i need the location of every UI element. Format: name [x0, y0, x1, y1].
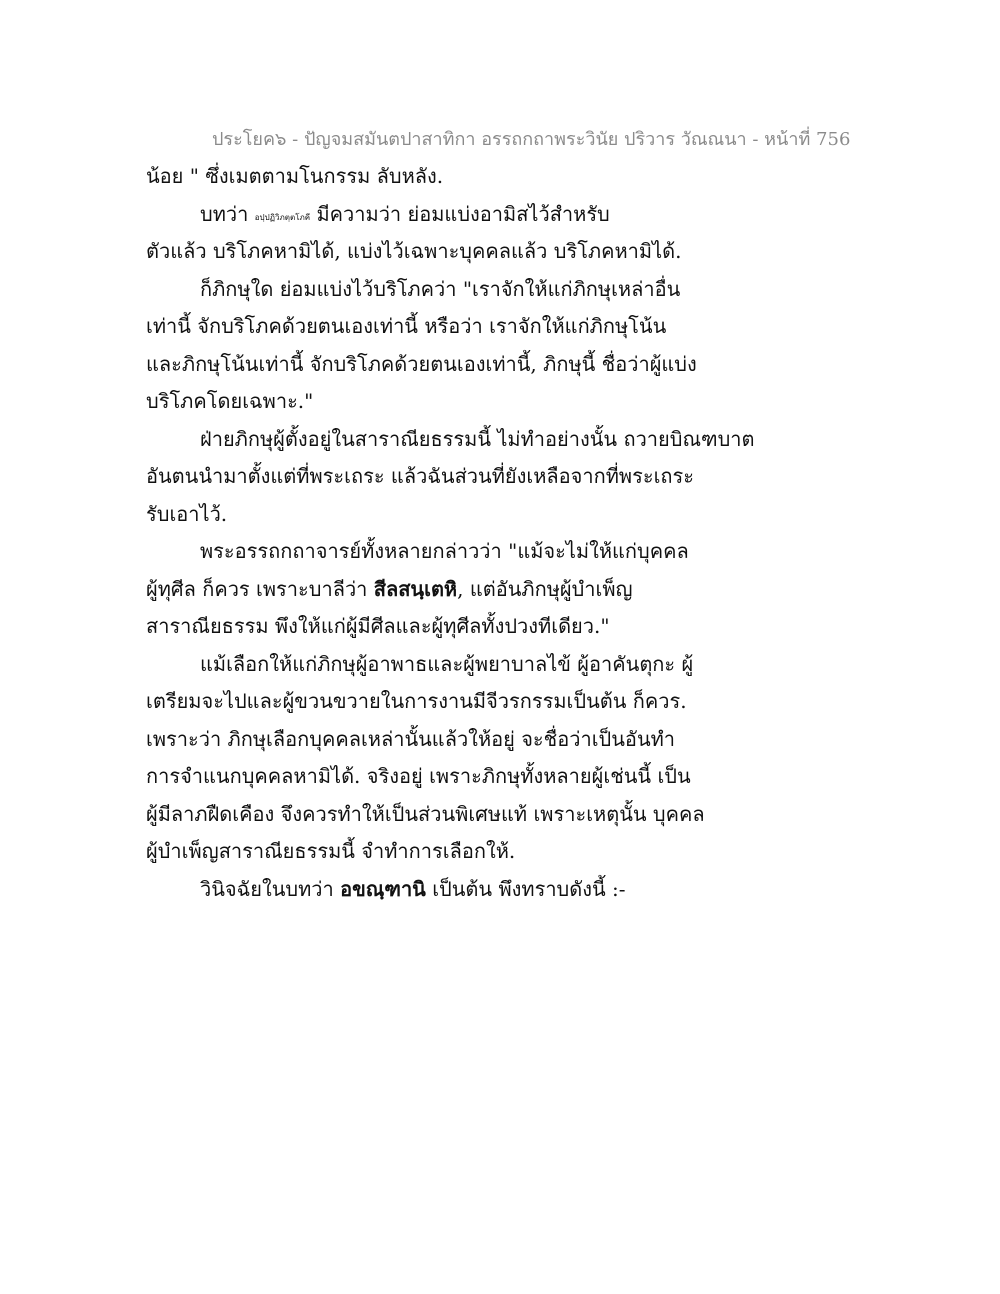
- text-line: พระอรรถกถาจารย์ทั้งหลายกล่าวว่า "แม้จะไม่ให้แก่บุคคล: [200, 539, 689, 563]
- text-line: ฝ่ายภิกษุผู้ตั้งอยู่ในสาราณียธรรมนี้ ไม่ทำอย่างนั้น ถวายบิณฑบาต: [200, 426, 755, 451]
- text-line: ผู้มีลาภฝืดเคือง จึงควรทำให้เป็นส่วนพิเศษแท้ เพราะเหตุนั้น บุคคล: [146, 801, 705, 826]
- text-line: รับเอาไว้.: [146, 501, 228, 526]
- text-line: น้อย " ซึ่งเมตตามโนกรรม ลับหลัง.: [146, 164, 444, 188]
- text-segment: , แต่อันภิกษุผู้บำเพ็ญ: [457, 576, 633, 601]
- text-line: [146, 196, 846, 234]
- pali-term-bold: สีลสนฺเตหิ: [373, 576, 458, 601]
- pali-term-bold: อขณฺฑานิ: [340, 876, 426, 901]
- text-segment: บทว่า: [200, 201, 255, 226]
- running-header: ประโยค๖ - ปัญจมสมันตปาสาทิกา อรรถกถาพระวินัย ปริวาร วัณณนา - หน้าที่ 756: [212, 129, 851, 150]
- text-line: บริโภคโดยเฉพาะ.": [146, 389, 314, 413]
- text-line: ตัวแล้ว บริโภคหามิได้, แบ่งไว้เฉพาะบุคคลแล้ว บริโภคหามิได้.: [146, 239, 682, 263]
- text-line: เพราะว่า ภิกษุเลือกบุคคลเหล่านั้นแล้วให้อยู่ จะชื่อว่าเป็นอันทำ: [146, 726, 676, 751]
- text-segment: มีความว่า ย่อมแบ่งอามิสไว้สำหรับ: [310, 201, 610, 226]
- text-line: การจำแนกบุคคลหามิได้. จริงอยู่ เพราะภิกษุทั้งหลายผู้เช่นนี้ เป็น: [146, 764, 691, 788]
- text-line: สาราณียธรรม พึงให้แก่ผู้มีศีลและผู้ทุศีลทั้งปวงทีเดียว.": [146, 614, 610, 638]
- text-line: อันตนนำมาตั้งแต่ที่พระเถระ แล้วฉันส่วนที่ยังเหลือจากที่พระเถระ: [146, 464, 695, 488]
- text-line: แม้เลือกให้แก่ภิกษุผู้อาพาธและผู้พยาบาลไข้ ผู้อาคันตุกะ ผู้: [200, 651, 694, 676]
- text-segment: เป็นต้น พึงทราบดังนี้ :-: [425, 876, 626, 901]
- text-line: เท่านี้ จักบริโภคด้วยตนเองเท่านี้ หรือว่า เราจักให้แก่ภิกษุโน้น: [146, 314, 667, 338]
- text-line: ผู้บำเพ็ญสาราณียธรรมนี้ จำทำการเลือกให้.: [146, 839, 516, 863]
- text-segment: วินิจฉัยในบทว่า: [200, 876, 341, 901]
- body-text: [146, 158, 846, 908]
- text-line: [146, 571, 846, 609]
- text-line: และภิกษุโน้นเท่านี้ จักบริโภคด้วยตนเองเท่านี้, ภิกษุนี้ ชื่อว่าผู้แบ่ง: [146, 351, 697, 376]
- text-segment: ผู้ทุศีล ก็ควร เพราะบาลีว่า: [146, 576, 374, 601]
- pali-term-small: อปฺปฏิวิภตฺตโภคี: [254, 212, 311, 222]
- text-line: ก็ภิกษุใด ย่อมแบ่งไว้บริโภคว่า "เราจักให้แก่ภิกษุเหล่าอื่น: [200, 276, 681, 301]
- text-line: เตรียมจะไปและผู้ขวนขวายในการงานมีจีวรกรรมเป็นต้น ก็ควร.: [146, 689, 687, 713]
- text-line: [146, 871, 846, 909]
